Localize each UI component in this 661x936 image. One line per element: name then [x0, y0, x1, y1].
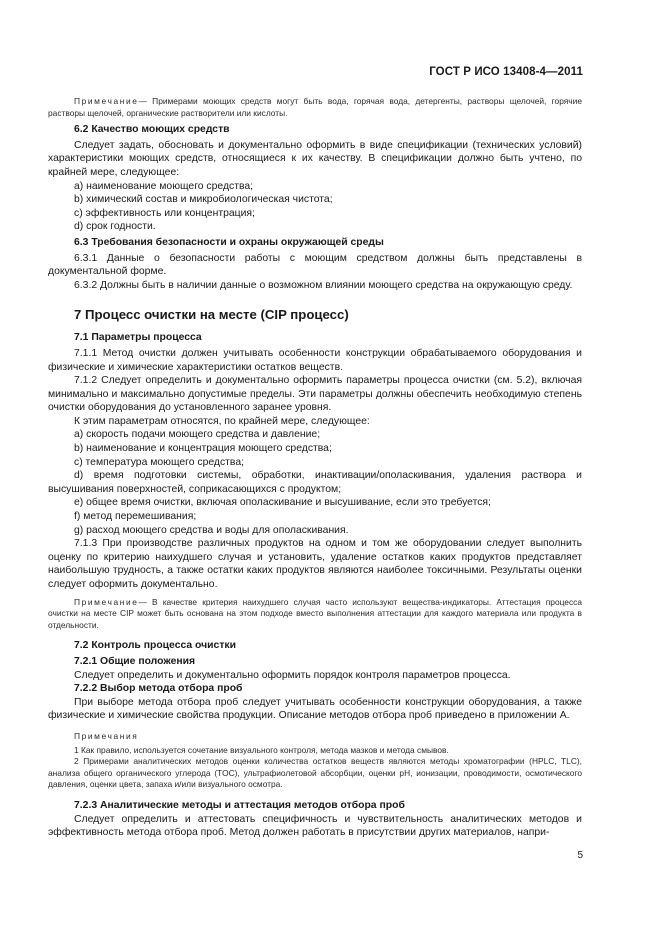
- paragraph: Следует задать, обосновать и документально оформить в виде спецификации (технических условий) характеристики моющих средств, относящиеся к их качеству. В спецификации должно быть учтено, по крайней мере, следующее:: [48, 139, 582, 178]
- note: [48, 597, 582, 632]
- page-number: 5: [577, 850, 583, 861]
- list-item: a) скорость подачи моющего средства и давление;: [74, 429, 321, 441]
- paragraph: 7.1.3 При производстве различных продуктов на одном и том же оборудовании следует выполнить оценку по критерию наихудшего случая и установить, удаление остатков каких продуктов представляет наибольшую трудность, а также остатки каких продуктов являются наиболее токсичными. Результаты оценки следует оформить документально.: [48, 538, 582, 590]
- list-item: b) наименование и концентрация моющего средства;: [74, 443, 332, 455]
- paragraph: При выборе метода отбора проб следует учитывать особенности конструкции оборудования, а также физические и химические свойства продукции. Описание методов отбора проб приведено в приложении А.: [48, 696, 582, 722]
- list-item: g) расход моющего средства и воды для ополаскивания.: [74, 524, 349, 536]
- paragraph: Следует определить и аттестовать специфичность и чувствительность аналитических методов и эффективность метода отбора проб. Метод должен работать в присутствии других материалов, напри-: [48, 813, 582, 839]
- list-item: b) химический состав и микробиологическая чистота;: [74, 194, 333, 206]
- list-item: d) время подготовки системы, обработки, инактивации/ополаскивания, удаления раствора и высушивания поверхностей, соприкасающихся с продуктом;: [48, 470, 582, 495]
- section-heading-7-2: 7.2 Контроль процесса очистки: [74, 640, 237, 652]
- section-heading-7: 7 Процесс очистки на месте (CIP процесс): [74, 307, 349, 323]
- document-header: ГОСТ Р ИСО 13408-4—2011: [429, 66, 583, 78]
- paragraph: К этим параметрам относятся, по крайней мере, следующее:: [74, 415, 370, 427]
- section-heading-7-2-3: 7.2.3 Аналитические методы и аттестация методов отбора проб: [74, 799, 405, 811]
- section-heading-7-1: 7.1 Параметры процесса: [74, 332, 202, 344]
- notes-label: Примечания: [74, 730, 139, 741]
- section-heading-6-3: 6.3 Требования безопасности и охраны окружающей среды: [74, 236, 384, 248]
- paragraph: 6.3.2 Должны быть в наличии данные о возможном влиянии моющего средства на окружающую среду.: [74, 279, 573, 291]
- section-heading-6-2: 6.2 Качество моющих средств: [74, 124, 230, 136]
- section-heading-7-2-1: 7.2.1 Общие положения: [74, 655, 196, 667]
- list-item: d) срок годности.: [74, 221, 156, 233]
- note-text: — В качестве критерия наихудшего случая часто используют вещества-индикаторы. Аттестация процесса очистки на месте CIP может быть основана на этом подходе вместо выполнения аттестации для каждого материала или продукта в отдельности.: [48, 596, 582, 630]
- note: [48, 96, 582, 119]
- list-item: a) наименование моющего средства;: [74, 180, 254, 192]
- list-item: c) температура моющего средства;: [74, 456, 245, 468]
- list-item: e) общее время очистки, включая ополаскивание и высушивание, если это требуется;: [74, 497, 491, 509]
- section-heading-7-2-2: 7.2.2 Выбор метода отбора проб: [74, 683, 243, 695]
- note: 1 Как правило, используется сочетание визуального контроля, метода мазков и метода смывов.: [74, 744, 449, 755]
- paragraph: 6.3.1 Данные о безопасности работы с моющим средством должны быть представлены в документальной форме.: [48, 252, 582, 278]
- note: 2 Примерами аналитических методов оценки количества остатков веществ являются методы хроматографии (HPLC, TLC), анализа общего органического углерода (TOC), ультрафиолетовой абсорбции, оценки pH, ионизации, проводимости, осмотического давления, оценки цвета, запаха и/или визуального осмотра.: [48, 756, 582, 790]
- paragraph: 7.1.1 Метод очистки должен учитывать особенности конструкции обрабатываемого оборудования и физические и химические характеристики остатков веществ.: [48, 347, 582, 373]
- note-label: Примечание: [74, 96, 139, 106]
- paragraph: 7.1.2 Следует определить и документально оформить параметры процесса очистки (см. 5.2), включая минимально и максимально допустимые пределы. Эти параметры должны обеспечить необходимую степень очистки оборудования до установленного заранее уровня.: [48, 375, 582, 414]
- note-text: — Примерами моющих средств могут быть вода, горячая вода, детергенты, растворы щелочей, горячие растворы щелочей, органические растворители или кислоты.: [48, 96, 582, 118]
- list-item: f) метод перемешивания;: [74, 511, 197, 523]
- note-label: Примечание: [74, 596, 139, 607]
- list-item: c) эффективность или концентрация;: [74, 207, 255, 219]
- page-content: [48, 96, 582, 840]
- paragraph: Следует определить и документально оформить порядок контроля параметров процесса.: [74, 669, 511, 681]
